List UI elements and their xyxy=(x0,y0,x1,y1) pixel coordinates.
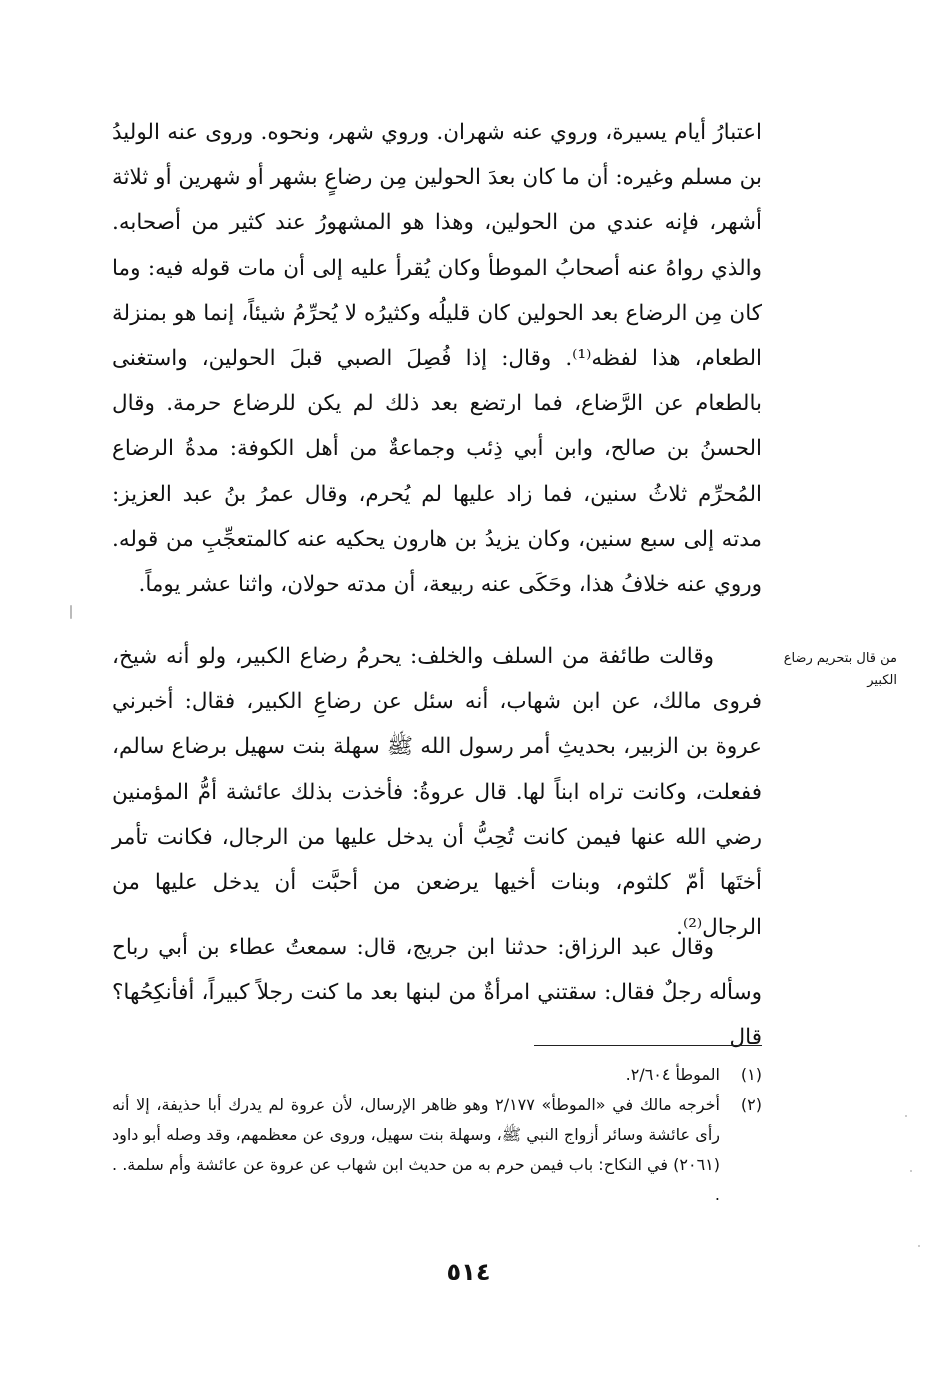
page-number: ٥١٤ xyxy=(446,1258,491,1286)
body-paragraph-1 xyxy=(112,110,762,607)
scan-speck xyxy=(70,605,72,619)
paragraph-text: وقال عبد الرزاق: حدثنا ابن جريج، قال: سمعتُ عطاء بن أبي رباح وسأله رجلٌ فقال: سقتني امرأةٌ من لبنها بعد ما كنت رجلاً كبيراً، أفأنكِحُها؟ قال xyxy=(112,935,762,1051)
footnote-text: الموطأ ٢/٦٠٤. xyxy=(625,1065,720,1084)
paragraph-text: اعتبارُ أيام يسيرة، وروي عنه شهران. وروي شهر، ونحوه. وروى عنه الوليدُ بن مسلم وغيره: أن ما كان بعدَ الحولين مِن رضاعٍ بشهر أو شهرين أو ثلاثة أشهر، فإنه عندي من الحولين، وهذا هو المشهورُ عند كثير من أصحابه. والذي رواهُ عنه أصحابُ الموطأ وكان يُقرأ عليه إلى أن مات قوله فيه: وما كان مِن الرضاع بعد الحولين كان قليلُه وكثيرُه لا يُحرِّمُ شيئاً، إنما هو بمنزلة الطعام، هذا لفظه⁽¹⁾. وقال: إذا فُصِلَ الصبي قبلَ الحولين، واستغنى بالطعام عن الرَّضاع، فما ارتضع بعد ذلك لم يكن للرضاع حرمة. وقال الحسنُ بن صالح، وابن أبي ذِئب وجماعةٌ من أهل الكوفة: مدةُ الرضاع المُحرِّم ثلاثُ سنين، فما زاد عليها لم يُحرم، وقال عمرُ بنُ عبد العزيز: مدته إلى سبع سنين، وكان يزيدُ بن هارون يحكيه عنه كالمتعجِّبِ من قوله. وروي عنه خلافُ هذا، وحَكَى عنه ربيعة، أن مدته حولان، واثنا عشر يوماً. xyxy=(112,120,762,598)
scan-speck xyxy=(918,1245,920,1247)
footnote-number: (٢) xyxy=(740,1095,762,1114)
scan-speck xyxy=(905,1115,907,1117)
scan-speck xyxy=(910,1170,912,1172)
paragraph-text: وقالت طائفة من السلف والخلف: يحرمُ رضاع الكبير، ولو أنه شيخ، فروى مالك، عن ابن شهاب، أنه سئل عن رضاعِ الكبير، فقال: أخبرني عروة بن الزبير، بحديثِ أمر رسول الله ﷺ سهلة بنت سهيل برضاع سالم، ففعلت، وكانت تراه ابناً لها. قال عروةُ: فأخذت بذلك عائشة أمُّ المؤمنين رضي الله عنها فيمن كانت تُحِبُّ أن يدخل عليها من الرجال، فكانت تأمر أختَها أمّ كلثوم، وبنات أخيها يرضعن من أحبَّت أن يدخل عليها من الرجال⁽²⁾. xyxy=(112,644,762,941)
body-paragraph-3 xyxy=(112,925,762,1061)
body-paragraph-2 xyxy=(112,634,762,950)
footnote-text: أخرجه مالك في «الموطأ» ٢/١٧٧ وهو ظاهر الإرسال، لأن عروة لم يدرك أبا حذيفة، إلا أنه رأى عائشة وسائر أزواج النبي ﷺ، وسهلة بنت سهيل، وروى عن معظمهم، وقد وصله أبو داود (٢٠٦١) في النكاح: باب فيمن حرم به من حديث ابن شهاب عن عروة عن عائشة وأم سلمة. . . xyxy=(112,1095,720,1204)
footnote-2 xyxy=(112,1090,762,1210)
footnote-separator xyxy=(534,1045,762,1046)
footnote-number: (١) xyxy=(740,1065,762,1084)
footnote-1 xyxy=(112,1060,762,1090)
margin-note: من قال بتحريم رضاع الكبير xyxy=(783,651,897,688)
footnotes xyxy=(112,1060,762,1210)
